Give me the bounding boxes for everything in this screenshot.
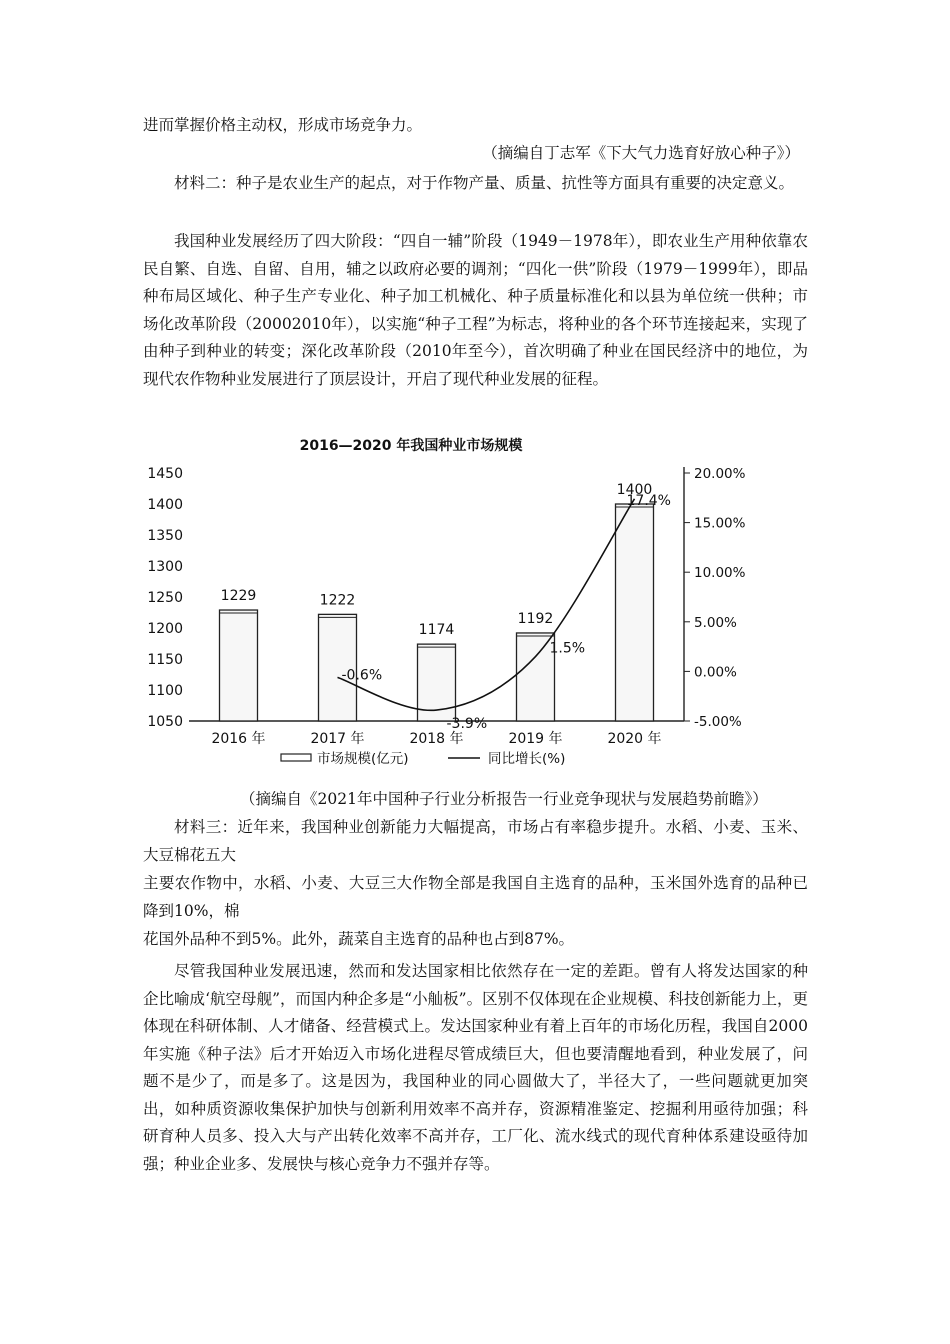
source-citation-2: （摘编自《2021年中国种子行业分析报告一行业竞争现状与发展趋势前瞻》） — [240, 790, 768, 808]
bar — [616, 504, 654, 721]
left-y-tick-label: 1200 — [147, 621, 183, 637]
x-tick-label: 2019 年 — [508, 731, 563, 747]
right-y-tick-label: 5.00% — [694, 614, 737, 631]
bar-value-label: 1222 — [319, 592, 356, 609]
left-y-tick-label: 1300 — [147, 559, 183, 575]
paragraph-material-3-line3: 花国外品种不到5%。此外，蔬菜自主选育的品种也占到87%。 — [143, 930, 575, 948]
bar — [220, 610, 258, 721]
bar-value-label: 1174 — [418, 622, 455, 639]
bar-value-label: 1400 — [616, 482, 653, 498]
paragraph-material-3-line2: 主要农作物中，水稻、小麦、大豆三大作物全部是我国自主选育的品种，玉米国外选育的品种已降到10%，棉 — [143, 874, 808, 920]
line-value-label: -3.9% — [446, 716, 488, 733]
right-y-tick-label: 10.00% — [694, 565, 746, 582]
x-tick-label: 2016 年 — [211, 731, 266, 747]
paragraph-seed-industry-stages: 我国种业发展经历了四大阶段：“四自一辅”阶段（1949－1978年），即农业生产用种依靠农民自繁、自选、自留、自用，辅之以政府必要的调剂；“四化一供”阶段（1979－1999年），即品种布局区域化、种子生产专业化、种子加工机械化、种子质量标准化和以县为单位统一供种；市场化改革阶段（20002010年），以实施“种子工程”为标志，将种业的各个环节连接起来，实现了由种子到种业的转变；深化改革阶段（2010年至今），首次明确了种业在国民经济中的地位，为现代农作物种业发展进行了顶层设计，开启了现代种业发展的征程。 — [143, 232, 808, 388]
paragraph-1-tail: 进而掌握价格主动权，形成市场竞争力。 — [143, 116, 423, 134]
chart-legend — [281, 750, 565, 767]
left-y-tick-label: 1150 — [147, 652, 183, 668]
line-value-label: 17.4% — [626, 492, 671, 509]
x-axis-labels — [211, 730, 661, 747]
left-y-tick-label: 1050 — [147, 714, 183, 730]
right-y-tick-label: 0.00% — [694, 664, 737, 681]
paragraph-gap-with-developed-countries: 尽管我国种业发展迅速，然而和发达国家相比依然存在一定的差距。曾有人将发达国家的种企比喻成‘航空母舰”，而国内种企多是“小舢板”。区别不仅体现在企业规模、科技创新能力上，更体现在科研体制、人才储备、经营模式上。发达国家种业有着上百年的市场化历程，我国自2000年实施《种子法》后才开始迈入市场化进程尽管成绩巨大，但也要清醒地看到，种业发展了，问题不是少了，而是多了。这是因为，我国种业的同心圆做大了，半径大了，一些问题就更加突出，如种质资源收集保护加快与创新利用效率不高并存，资源精准鉴定、挖掘利用亟待加强；科研育种人员多、投入大与产出转化效率不高并存，工厂化、流水线式的现代育种体系建设亟待加强；种业企业多、发展快与核心竞争力不强并存等。 — [143, 962, 808, 1173]
paragraph-material-2-intro: 材料二：种子是农业生产的起点，对于作物产量、质量、抗性等方面具有重要的决定意义。 — [174, 174, 795, 192]
bar-value-label: 1229 — [220, 588, 257, 605]
left-y-tick-label: 1400 — [147, 497, 183, 513]
paragraph-material-3-line1: 材料三：近年来，我国种业创新能力大幅提高，市场占有率稳步提升。水稻、小麦、玉米、大豆棉花五大 — [143, 818, 808, 864]
left-y-tick-label: 1450 — [147, 466, 183, 482]
right-y-tick-label: -5.00% — [694, 714, 742, 730]
source-citation-1: （摘编自丁志军《下大气力选育好放心种子》） — [482, 144, 800, 162]
x-tick-label: 2017 年 — [310, 731, 365, 747]
line-value-label: -0.6% — [341, 667, 383, 684]
chart-title: 2016—2020 年我国种业市场规模 — [299, 438, 523, 454]
right-y-tick-label: 15.00% — [694, 515, 746, 532]
legend-line-label: 同比增长(%) — [488, 751, 566, 767]
left-y-tick-label: 1250 — [147, 590, 183, 606]
x-tick-label: 2020 年 — [607, 731, 662, 747]
line-value-label: 1.5% — [549, 640, 586, 657]
left-y-tick-label: 1350 — [147, 528, 183, 544]
bar-series — [220, 482, 654, 721]
legend-bar-swatch — [281, 754, 311, 761]
seed-market-chart — [143, 434, 808, 774]
bar-value-label: 1192 — [517, 610, 554, 627]
right-y-tick-label: 20.00% — [694, 466, 746, 482]
x-tick-label: 2018 年 — [409, 731, 464, 747]
left-y-tick-label: 1100 — [147, 683, 183, 699]
legend-bar-label: 市场规模(亿元) — [317, 751, 409, 767]
